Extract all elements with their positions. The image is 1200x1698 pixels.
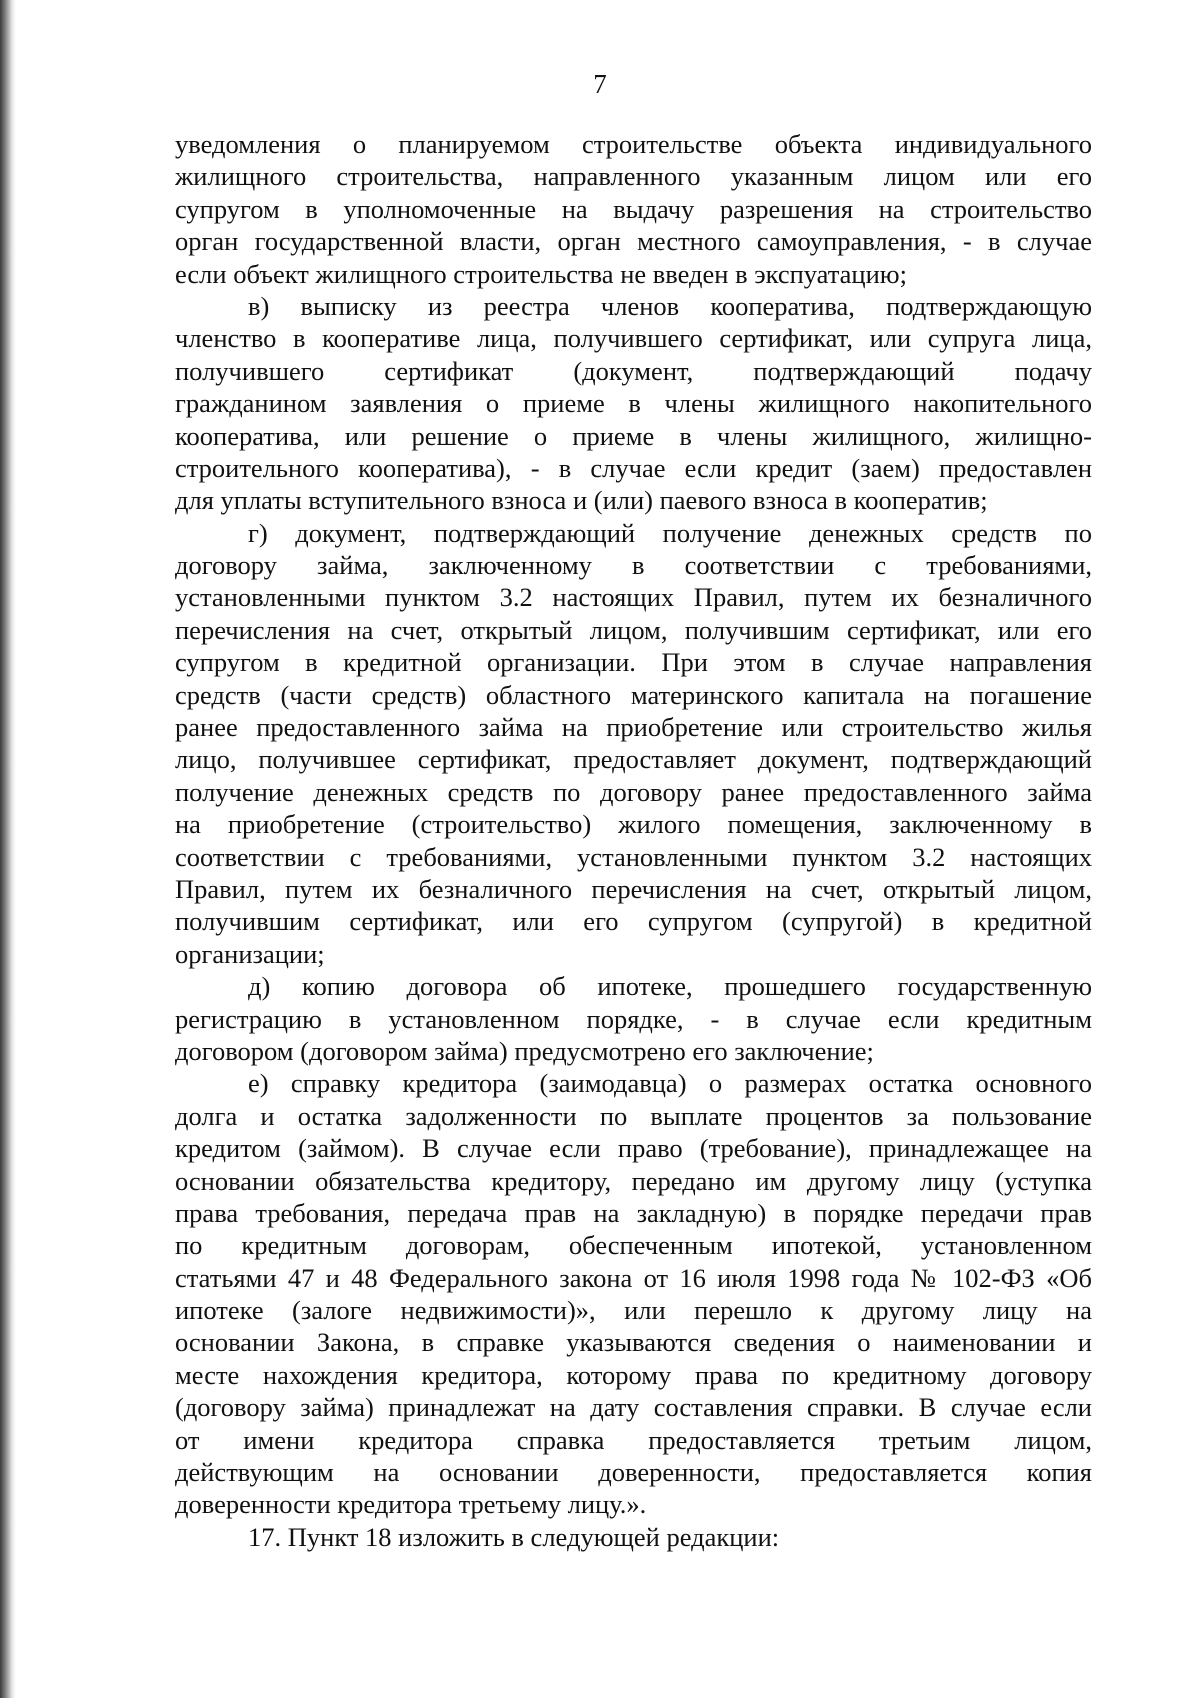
page-number: 7 [593,69,607,99]
text-line: получившего сертификат (документ, подтверждающий подачу [175,355,1092,386]
text-line: г) документ, подтверждающий получение денежных средств по [248,517,1092,548]
text-line: гражданином заявления о приеме в члены жилищного накопительного [175,388,1092,419]
text-line: уведомления о планируемом строительстве объекта индивидуального [175,129,1092,159]
text-line: доверенности кредитора третьему лицу.». [175,1489,647,1520]
text-line: статьями 47 и 48 Федерального закона от 16 июля 1998 года № 102-ФЗ «Об [175,1262,1092,1293]
text-line: регистрацию в установленном порядке, - в случае если кредитным [175,1003,1092,1034]
text-line: кредитом (займом). В случае если право (требование), принадлежащее на [175,1133,1092,1164]
text-line: перечисления на счет, открытый лицом, получившим сертификат, или его [175,614,1092,645]
text-line: е) справку кредитора (заимодавца) о размерах остатка основного [248,1068,1092,1099]
text-line: членство в кооперативе лица, получившего сертификат, или супруга лица, [175,323,1092,354]
text-line: месте нахождения кредитора, которому права по кредитному договору [175,1359,1092,1390]
text-line: орган государственной власти, орган местного самоуправления, - в случае [175,226,1092,257]
text-line: ранее предоставленного займа на приобретение или строительство жилья [175,712,1092,743]
text-line: права требования, передача прав на закладную) в порядке передачи прав [175,1197,1092,1228]
text-line: 17. Пункт 18 изложить в следующей редакции: [248,1521,780,1552]
text-line: жилищного строительства, направленного указанным лицом или его [175,161,1092,192]
text-line: установленными пунктом 3.2 настоящих Правил, путем их безналичного [175,582,1092,613]
text-line: Правил, путем их безналичного перечисления на счет, открытый лицом, [175,873,1092,904]
text-line: кооператива, или решение о приеме в члены жилищного, жилищно- [175,420,1092,451]
text-line: д) копию договора об ипотеке, прошедшего государственную [248,971,1092,1002]
text-line: основании обязательства кредитору, передано им другому лицу (уступка [175,1165,1092,1196]
text-line: если объект жилищного строительства не введен в экспуатацию; [175,258,907,289]
text-line: ипотеке (залоге недвижимости)», или перешло к другому лицу на [175,1295,1092,1326]
scan-edge-shadow [0,0,16,1698]
text-line: строительного кооператива), - в случае если кредит (заем) предоставлен [175,452,1092,483]
text-line: получение денежных средств по договору ранее предоставленного займа [175,776,1092,807]
text-line: супругом в уполномоченные на выдачу разрешения на строительство [175,193,1092,224]
text-line: для уплаты вступительного взноса и (или) паевого взноса в кооператив; [175,485,988,516]
text-line: (договору займа) принадлежат на дату составления справки. В случае если [175,1392,1092,1423]
text-line: соответствии с требованиями, установленными пунктом 3.2 настоящих [175,841,1092,872]
text-line: основании Закона, в справке указываются сведения о наименовании и [175,1327,1092,1358]
text-line: действующим на основании доверенности, предоставляется копия [175,1457,1092,1488]
text-line: в) выписку из реестра членов кооператива, подтверждающую [248,290,1092,321]
document-body [175,128,1092,1553]
text-line: средств (части средств) областного материнского капитала на погашение [175,679,1092,710]
text-line: получившим сертификат, или его супругом (супругой) в кредитной [175,906,1092,937]
text-line: от имени кредитора справка предоставляется третьим лицом, [175,1424,1092,1455]
text-line: супругом в кредитной организации. При этом в случае направления [175,647,1092,678]
text-line: на приобретение (строительство) жилого помещения, заключенному в [175,809,1092,840]
text-line: долга и остатка задолженности по выплате процентов за пользование [175,1100,1092,1131]
text-line: организации; [175,938,325,969]
text-line: по кредитным договорам, обеспеченным ипотекой, установленном [175,1230,1092,1261]
text-line: договору займа, заключенному в соответствии с требованиями, [175,550,1092,581]
text-line: договором (договором займа) предусмотрено его заключение; [175,1035,874,1066]
text-line: лицо, получившее сертификат, предоставляет документ, подтверждающий [175,744,1092,775]
